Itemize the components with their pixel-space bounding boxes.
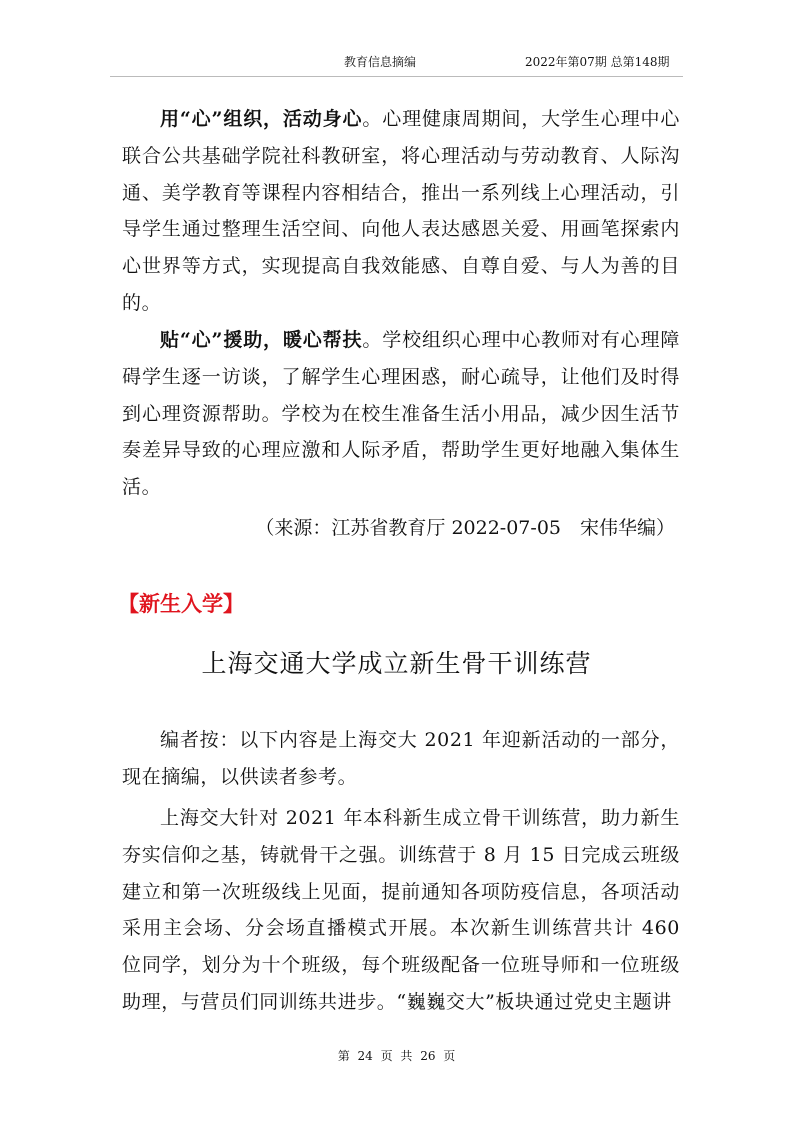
- section-tag: 【新生入学】: [118, 592, 244, 616]
- article-paragraph: [122, 322, 680, 506]
- page-header: [0, 52, 793, 72]
- paragraph-body: 。学校组织心理中心教师对有心理障碍学生逐一访谈，了解学生心理困惑，耐心疏导，让他们及时得到心理资源帮助。学校为在校生准备生活小用品，减少因生活节奏差异导致的心理应激和人际矛盾，帮助学生更好地融入集体生活。: [122, 329, 680, 499]
- page-footer: 第 24 页 共 26 页: [337, 1049, 456, 1063]
- paragraph-lead: 用“心”组织，活动身心: [160, 108, 363, 130]
- article-source: （来源：江苏省教育厅 2022-07-05 宋伟华编）: [255, 517, 675, 539]
- editor-note: 编者按：以下内容是上海交大 2021 年迎新活动的一部分，现在摘编，以供读者参考。: [122, 729, 680, 788]
- paragraph-body: 。心理健康周期间，大学生心理中心联合公共基础学院社科教研室，将心理活动与劳动教育、人际沟通、美学教育等课程内容相结合，推出一系列线上心理活动，引导学生通过整理生活空间、向他人表达感恩关爱、用画笔探索内心世界等方式，实现提高自我效能感、自尊自爱、与人为善的目的。: [122, 108, 680, 314]
- article-title: 上海交通大学成立新生骨干训练营: [201, 649, 592, 678]
- article-paragraph: [122, 101, 680, 322]
- publication-name: 教育信息摘编: [344, 55, 417, 69]
- issue-number: 2022年第07期 总第148期: [525, 55, 670, 69]
- header-divider: [110, 76, 683, 77]
- article-paragraph: 上海交大针对 2021 年本科新生成立骨干训练营，助力新生夯实信仰之基，铸就骨干之强。训练营于 8 月 15 日完成云班级建立和第一次班级线上见面，提前通知各项防疫信息，各项活动采用主会场、分会场直播模式开展。本次新生训练营共计 460 位同学，划分为十个班级，每个班级配备一位班导师和一位班级助理，与营员们同训练共进步。“巍巍交大”板块通过党史主题讲: [122, 807, 680, 1013]
- paragraph-lead: 贴“心”援助，暖心帮扶: [160, 329, 363, 351]
